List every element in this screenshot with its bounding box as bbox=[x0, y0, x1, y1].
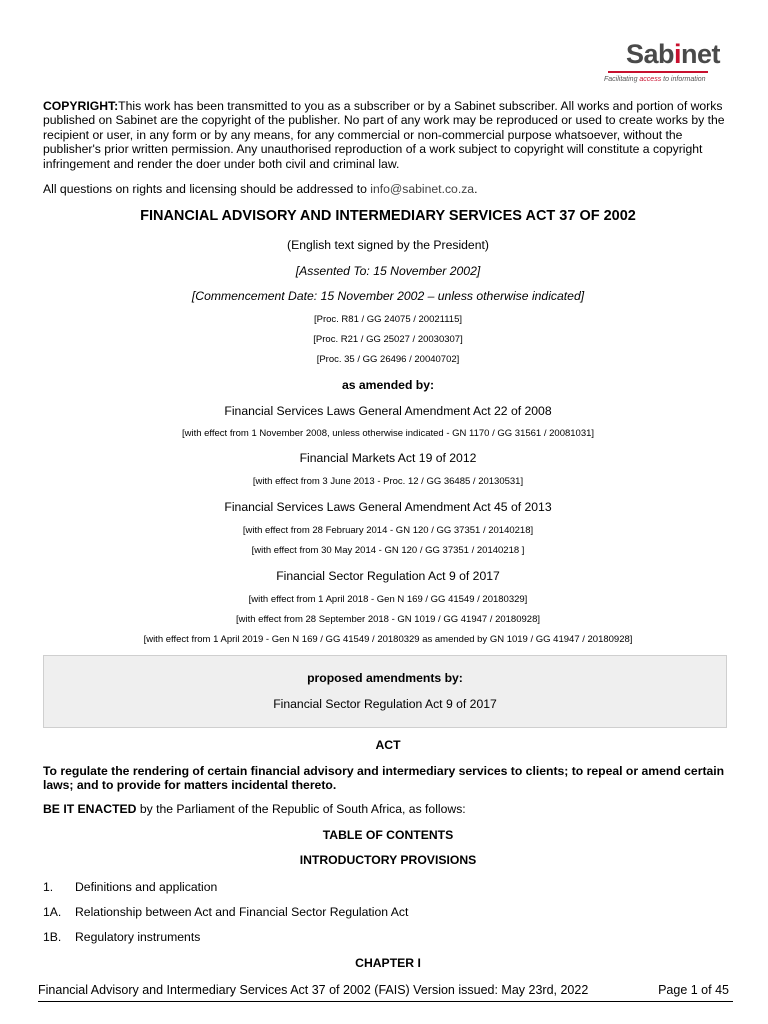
assented-note: [Assented To: 15 November 2002] bbox=[295, 264, 481, 278]
sabinet-logo bbox=[598, 38, 721, 90]
logo-tagline: Facilitating access to information bbox=[604, 76, 706, 83]
logo-wordmark: Sabinet bbox=[626, 39, 721, 69]
toc-item[interactable] bbox=[43, 880, 217, 894]
copyright-text: COPYRIGHT:This work has been transmitted to you as a subscriber or by a Sabinet subscriber. All works and portion of works published on Sabinet are the copyright of the publisher. No part of any work may be reproduced or used to create works by the recipient or user, in any form or by any means, for any commercial or non-commercial purpose whatsoever, without the publisher's prior written permission. Any unauthorised reproduction of a work subject to copyright will constitute a copyright infringement and render the doer under both civil and criminal law. bbox=[43, 99, 725, 171]
act-heading: ACT bbox=[375, 738, 401, 752]
logo-underline bbox=[608, 71, 708, 73]
toc-heading: TABLE OF CONTENTS bbox=[322, 828, 454, 842]
amendment-note: [with effect from 3 June 2013 - Proc. 12 / GG 36485 / 20130531] bbox=[252, 476, 524, 487]
enacting-clause: BE IT ENACTED by the Parliament of the Republic of South Africa, as follows: bbox=[43, 802, 466, 816]
toc-item[interactable] bbox=[43, 905, 408, 919]
intro-heading: INTRODUCTORY PROVISIONS bbox=[299, 853, 477, 867]
chapter-heading: CHAPTER I bbox=[355, 956, 421, 970]
proc-note: [Proc. R21 / GG 25027 / 20030307] bbox=[313, 334, 463, 345]
footer-page-number: Page 1 of 45 bbox=[658, 983, 729, 997]
rights-questions: All questions on rights and licensing should be addressed to info@sabinet.co.za. bbox=[43, 182, 478, 196]
proposed-name: Financial Sector Regulation Act 9 of 2017 bbox=[273, 697, 497, 711]
amendment-name: Financial Services Laws General Amendment Act 22 of 2008 bbox=[224, 404, 552, 418]
toc-number: 1. bbox=[43, 880, 54, 894]
page-footer bbox=[38, 983, 733, 1002]
email-link[interactable]: info@sabinet.co.za bbox=[370, 182, 475, 196]
amendment-note: [with effect from 28 September 2018 - GN 1019 / GG 41947 / 20180928] bbox=[235, 614, 540, 625]
toc-number: 1A. bbox=[43, 905, 62, 919]
signed-note: (English text signed by the President) bbox=[287, 238, 489, 252]
amendment-note: [with effect from 30 May 2014 - GN 120 / GG 37351 / 20140218 ] bbox=[251, 545, 525, 556]
copyright-notice bbox=[43, 99, 733, 171]
amendment-note: [with effect from 1 April 2019 - Gen N 169 / GG 41549 / 20180329 as amended by GN 1019 / GG 41947 / 20180928] bbox=[143, 634, 633, 645]
footer-doc-info: Financial Advisory and Intermediary Services Act 37 of 2002 (FAIS) Version issued: May 23rd, 2022 bbox=[38, 983, 589, 997]
act-purpose: To regulate the rendering of certain financial advisory and intermediary services to clients; to repeal or amend certain laws; and to provide for matters incidental thereto. bbox=[43, 764, 725, 793]
toc-label: Regulatory instruments bbox=[75, 930, 201, 944]
amendment-note: [with effect from 28 February 2014 - GN 120 / GG 37351 / 20140218] bbox=[242, 525, 534, 536]
amendment-name: Financial Sector Regulation Act 9 of 2017 bbox=[276, 569, 500, 583]
proc-note: [Proc. 35 / GG 26496 / 20040702] bbox=[316, 354, 460, 365]
proposed-heading: proposed amendments by: bbox=[307, 671, 463, 685]
toc-label: Definitions and application bbox=[75, 880, 218, 894]
commencement-note: [Commencement Date: 15 November 2002 – unless otherwise indicated] bbox=[191, 289, 585, 303]
toc-item[interactable] bbox=[43, 930, 200, 944]
amended-by-heading: as amended by: bbox=[341, 378, 435, 392]
toc-number: 1B. bbox=[43, 930, 62, 944]
proposed-amendments-box bbox=[43, 655, 727, 728]
amendment-name: Financial Services Laws General Amendment Act 45 of 2013 bbox=[224, 500, 552, 514]
amendment-name: Financial Markets Act 19 of 2012 bbox=[299, 451, 477, 465]
act-title: FINANCIAL ADVISORY AND INTERMEDIARY SERVICES ACT 37 OF 2002 bbox=[140, 208, 636, 224]
amendment-note: [with effect from 1 April 2018 - Gen N 169 / GG 41549 / 20180329] bbox=[248, 594, 528, 605]
proc-note: [Proc. R81 / GG 24075 / 20021115] bbox=[313, 314, 463, 325]
amendment-note: [with effect from 1 November 2008, unless otherwise indicated - GN 1170 / GG 31561 / 20081031] bbox=[181, 428, 595, 439]
toc-label: Relationship between Act and Financial Sector Regulation Act bbox=[75, 905, 409, 919]
